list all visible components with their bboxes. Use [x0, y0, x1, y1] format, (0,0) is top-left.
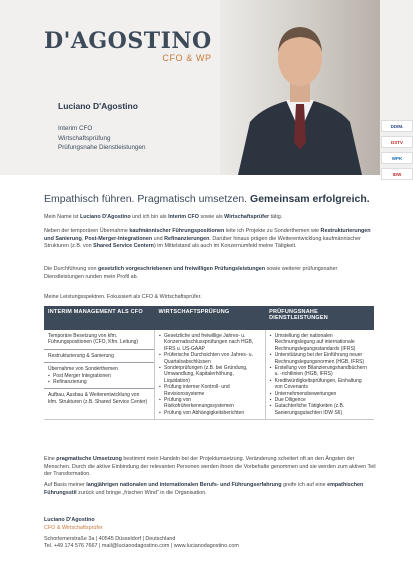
body-text: bestimmt mein Handeln bei der Projektumsetzung. Veränderung scheitert oft an den Ängsten der Menschen. Durch die aktive Einbindung der relevanten Personen werden ihnen die Vorbehalte genommen und sie werden zum aktiven Teil der Transformation. [44, 456, 376, 478]
portrait-photo [220, 0, 380, 175]
intro-paragraph [44, 214, 376, 222]
body-text: leite ich Projekte zu Sonderthemen wie [224, 228, 321, 234]
closing-paragraph [44, 482, 376, 497]
list-item: ▪ Unterstützung bei der Einführung neuer Rechnungslegungsnormen (HGB, IFRS) [270, 352, 370, 365]
list-item: ▪ Sonderprüfungen (z.B. bei Gründung, Umwandlung, Kapitalerhöhung, Liquidation) [159, 365, 261, 384]
headline-bold: Gemeinsam erfolgreich. [250, 193, 370, 205]
body-text: und ich bin als [130, 214, 169, 220]
membership-badges [381, 120, 413, 184]
list-item: ▪ Prüfung von Abhängigkeitsberichten [159, 410, 261, 416]
emphasis-text: Restrukturierungen und Sanierung [44, 228, 371, 242]
list-item: ▪ Gesetzliche und freiwillige Jahres- u. Konzernabschlussprüfungen nach HGB, IFRS u. US-GAAP [159, 333, 261, 352]
profile-role: Wirtschaftsprüfung [58, 134, 111, 142]
list-item: ▪ Prüfung interner Kontroll- und Revisionssysteme [159, 384, 261, 397]
profile-block [58, 101, 146, 153]
list-item: ▪ Umstellung der nationalen Rechnungslegung auf internationale Rechnungslegungsstandards (IFRS) [270, 333, 370, 352]
intro-paragraph [44, 228, 376, 251]
emphasis-text: pragmatische Umsetzung [56, 456, 122, 462]
body-text: . Darüber hinaus prägen die Weiterentwicklung kaufmännischer Strukturen (z.B. von [44, 235, 361, 250]
services-list [270, 333, 370, 416]
headline [44, 193, 384, 205]
interim-service-label: Aufbau, Ausbau & Weiterentwicklung von kfm. Strukturen (z.B. Shared Service Center) [48, 392, 148, 405]
body-text: Mein Name ist [44, 214, 80, 220]
body-text: zurück und bringe „frischen Wind“ in die Organisation. [76, 489, 207, 496]
emphasis-text: Interim CFO [168, 214, 199, 220]
list-item: ▪ Post Merger Integrationen [48, 373, 150, 379]
idw-logo: IDW [381, 168, 413, 180]
hero-banner [0, 0, 413, 175]
services-table [44, 306, 374, 420]
body-text: Auf Basis meiner [44, 482, 87, 488]
interim-list [44, 330, 154, 408]
list-item: ▪ Kreditwürdigkeitsprüfungen, Einhaltung von Covenants [270, 378, 370, 391]
emphasis-text: gesetzlich vorgeschriebenen und freiwilligen Prüfungsleistungen [97, 266, 266, 272]
interim-service-item [44, 363, 154, 389]
profile-name: Luciano D'Agostino [58, 101, 138, 111]
body-text: Eine [44, 456, 57, 462]
body-text: sowie als [198, 214, 225, 220]
body-text: greife ich auf eine [281, 482, 328, 488]
interim-service-label: Temporäre Besetzung von kfm. Führungspositionen (CFO, Kfm. Leitung) [48, 333, 139, 346]
logo [44, 30, 212, 63]
emphasis-text: empathischen Führungsstil [44, 482, 364, 496]
wpk-logo: WPK [381, 152, 413, 164]
body-text: tätig. [269, 214, 283, 220]
list-item: ▪ Refinanzierung [48, 379, 150, 385]
body-text: ) im Mittelstand als auch im Konzernumfeld meine Tätigkeit. [153, 243, 297, 250]
list-item: ▪ Unternehmensbewertungen [270, 391, 370, 397]
interim-service-label: Übernahme von Sonderthemen [48, 366, 118, 373]
profile-role: Interim CFO [58, 125, 93, 132]
footer-role: CFO & Wirtschaftsprüfer [44, 524, 103, 531]
body-text: Die Durchführung von [44, 266, 98, 272]
interim-column [44, 330, 155, 420]
interim-service-label: Restrukturierung & Sanierung [48, 352, 114, 359]
ddim-logo: DDIM. [381, 120, 413, 132]
emphasis-text: Post-Merger-Integrationen [84, 235, 153, 242]
headline-normal: Empathisch führen. Pragmatisch umsetzen. [44, 193, 248, 205]
services-column [265, 330, 374, 420]
emphasis-text: Wirtschaftsprüfer [224, 214, 270, 220]
list-item: ▪ Prüferische Durchsichten von Jahres- u. Quartalsabschlüssen [159, 352, 261, 365]
body-text: , [81, 235, 85, 242]
logo-tagline: CFO & WP [162, 53, 212, 63]
list-item: ▪ Due Diligence [270, 397, 370, 403]
emphasis-text: kaufmännischer Führungspositionen [129, 228, 225, 234]
audit-list [159, 333, 261, 416]
dstv-logo: DSTV [381, 136, 413, 148]
emphasis-text: Shared Service Centern [93, 243, 154, 250]
emphasis-text: langjährigen nationalen und internationalen Berufs- und Führungserfahrung [86, 482, 282, 488]
interim-service-item [44, 350, 154, 363]
col-header-interim: INTERIM MANAGEMENT ALS CFO [44, 306, 155, 330]
list-item: ▪ Prüfung von Risikofrüherkennungssystemen [159, 397, 261, 410]
logo-name: D'AGOSTINO [44, 28, 212, 54]
intro-paragraph [44, 266, 376, 281]
body-text: und [152, 235, 165, 242]
audit-column [155, 330, 266, 420]
interim-service-item [44, 330, 154, 350]
closing-paragraph [44, 456, 376, 479]
footer [44, 517, 239, 551]
emphasis-text: Luciano D'Agostino [79, 214, 131, 220]
services-intro: Meine Leistungsspektren. Fokussiert als CFO & Wirtschaftsprüfer. [44, 294, 202, 300]
footer-address: Schorlemerstraße 3a | 40545 Düsseldorf | Deutschland [44, 535, 176, 542]
col-header-audit: WIRTSCHAFTSPRÜFUNG [155, 306, 266, 330]
col-header-services: PRÜFUNGSNAHE DIENSTLEISTUNGEN [265, 306, 374, 330]
footer-contact: Tel. +49 174 576 7667 | mail@lucianodagostino.com | www.lucianodagostino.com [44, 543, 239, 550]
emphasis-text: Refinanzierungen [164, 235, 210, 242]
list-item: ▪ Gutachterliche Tätigkeiten (z.B. Sanierungsgutachten IDW S6) [270, 403, 370, 416]
body-text: sowie weiterer prüfungsnaher Dienstleistungen runden mein Profil ab. [44, 266, 338, 280]
profile-role: Prüfungsnahe Dienstleistungen [58, 144, 146, 151]
list-item: ▪ Erstellung von Bilanzierungshandbüchern u. -richtlinien (HGB, IFRS) [270, 365, 370, 378]
body-text: Neben der temporären Übernahme [44, 228, 130, 234]
footer-name: Luciano D'Agostino [44, 517, 95, 523]
interim-service-item [44, 389, 154, 408]
